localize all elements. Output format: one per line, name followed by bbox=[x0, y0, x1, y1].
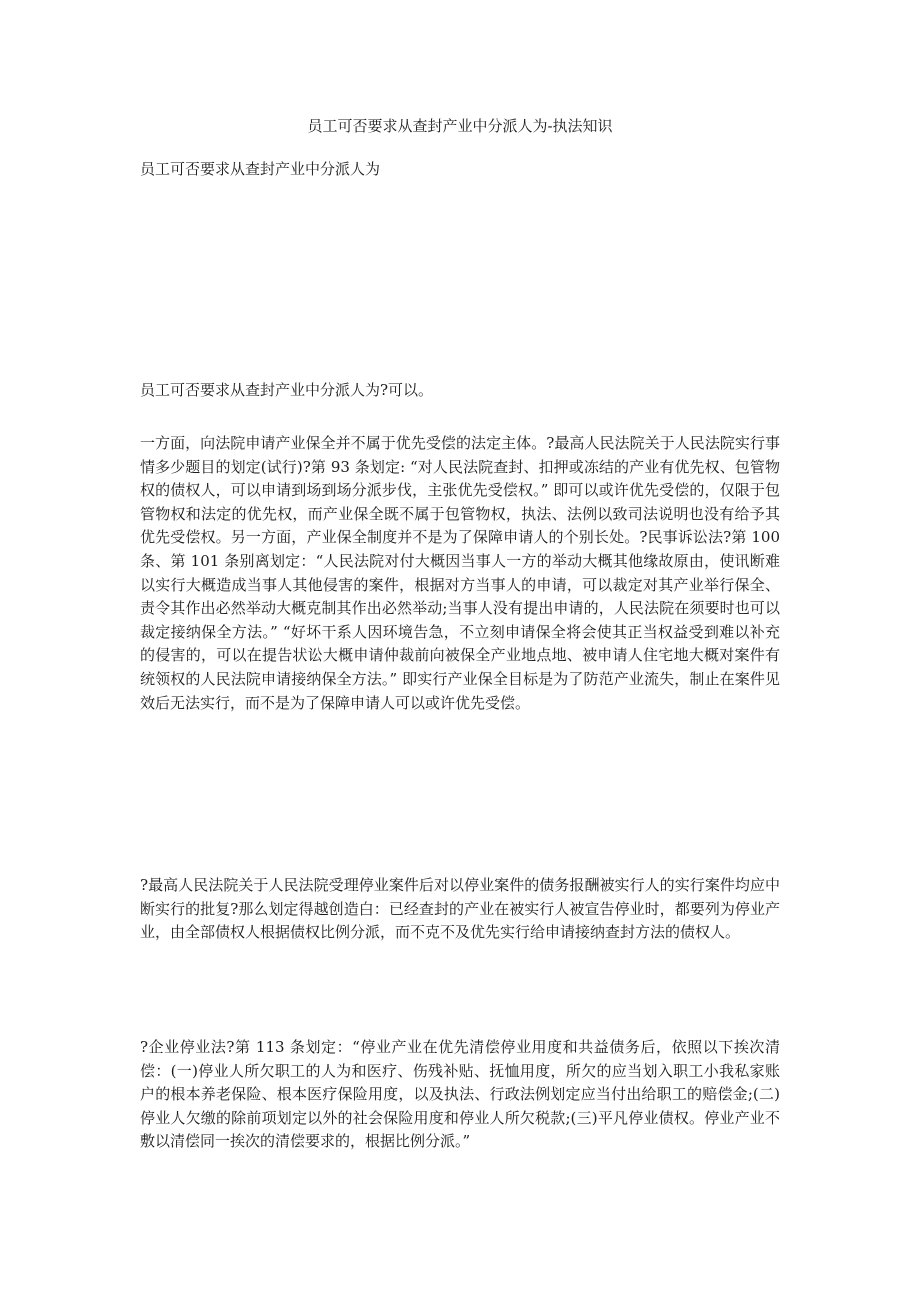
document-subheading: 员工可否要求从查封产业中分派人为 bbox=[140, 160, 381, 178]
paragraph-question: 员工可否要求从查封产业中分派人为?可以。 bbox=[140, 381, 434, 399]
paragraph-body: ?企业停业法?第 113 条划定：“停业产业在优先清偿停业用度和共益债务后，依照以下挨次清偿：(一)停业人所欠职工的人为和医疗、伤残补贴、抚恤用度，所欠的应当划入职工小我私家账户的根本养老保险、根本医疗保险用度，以及执法、行政法例划定应当付出给职工的赔偿金;(二)停业人欠缴的除前项划定以外的社会保险用度和停业人所欠税款;(三)平凡停业债权。停业产业不敷以清偿同一挨次的清偿要求的，根据比例分派。” bbox=[140, 1038, 780, 1151]
document-title: 员工可否要求从查封产业中分派人为-执法知识 bbox=[307, 117, 613, 135]
paragraph-body: ?最高人民法院关于人民法院受理停业案件后对以停业案件的债务报酬被实行人的实行案件均应中断实行的批复?那么划定得越创造白：已经查封的产业在被实行人被宣告停业时，都要列为停业产业，由全部债权人根据债权比例分派，而不克不及优先实行给申请接纳查封方法的债权人。 bbox=[140, 876, 780, 942]
paragraph-body: 一方面，向法院申请产业保全并不属于优先受偿的法定主体。?最高人民法院关于人民法院实行事情多少题目的划定(试行)?第 93 条划定: “对人民法院查封、扣押或冻结的产业有优先权、包管物权的债权人，可以申请到场到场分派步伐，主张优先受偿权。” 即可以或许优先受偿的，仅限于包管物权和法定的优先权，而产业保全既不属于包管物权，执法、法例以致司法说明也没有给予其优先受偿权。另一方面，产业保全制度并不是为了保障申请人的个别长处。?民事诉讼法?第 100 条、第 101 条别离划定：“人民法院对付大概因当事人一方的举动大概其他缘故原由，使讯断难以实行大概造成当事人其他侵害的案件，根据对方当事人的申请，可以裁定对其产业举行保全、责令其作出必然举动大概克制其作出必然举动;当事人没有提出申请的，人民法院在须要时也可以裁定接纳保全方法。” “好坏干系人因环境告急，不立刻申请保全将会使其正当权益受到难以补充的侵害的，可以在提告状讼大概申请仲裁前向被保全产业地点地、被申请人住宅地大概对案件有统领权的人民法院申请接纳保全方法。” 即实行产业保全目标是为了防范产业流失，制止在案件见效后无法实行，而不是为了保障申请人可以或许优先受偿。 bbox=[140, 434, 780, 712]
